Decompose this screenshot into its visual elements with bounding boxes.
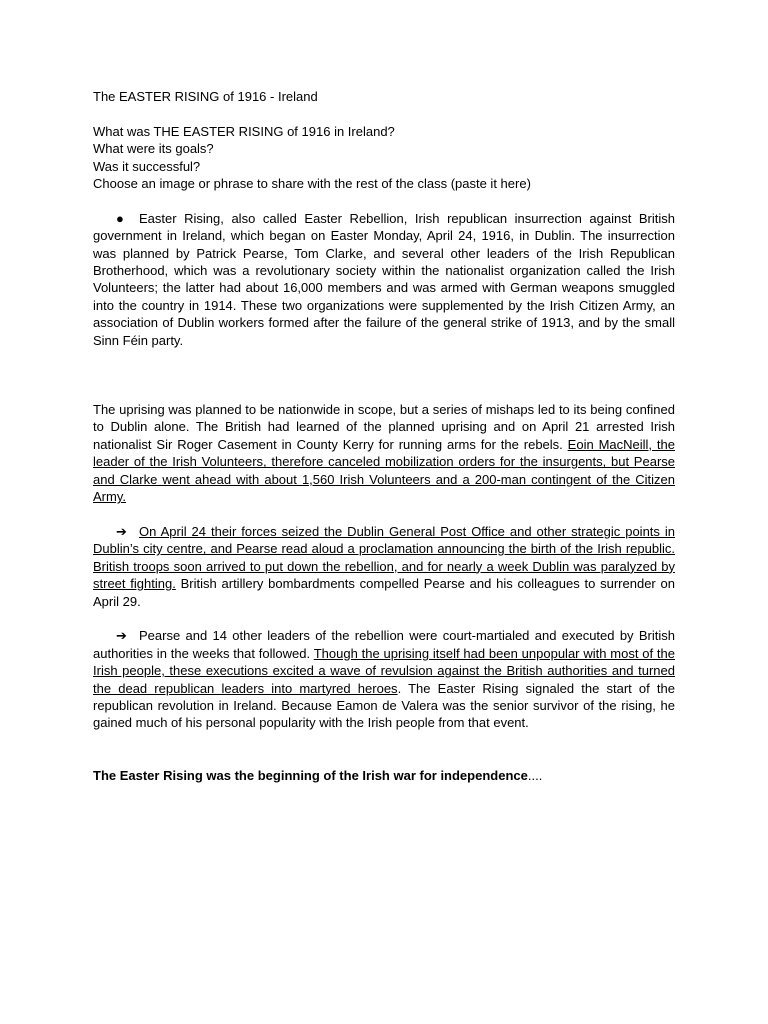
paragraph-4	[93, 627, 675, 731]
paragraph-2-underlined: Eoin MacNeill, the leader of the Irish Volunteers, therefore canceled mobilization orders for the insurgents, but Pearse and Clarke went ahead with about 1,560 Irish Volunteers and a 200-man contingent of the Citizen Army.	[93, 436, 675, 505]
conclusion	[93, 767, 675, 784]
paragraph-3	[93, 523, 675, 610]
paragraph-1-text: Easter Rising, also called Easter Rebellion, Irish republican insurrection against British government in Ireland, which began on Easter Monday, April 24, 1916, in Dublin. The insurrection was planned by Patrick Pearse, Tom Clarke, and several other leaders of the Irish Republican Brotherhood, which was a revolutionary society within the nationalist organization called the Irish Volunteers; the latter had about 16,000 members and was armed with German weapons smuggled into the country in 1914. These two organizations were supplemented by the Irish Citizen Army, an association of Dublin workers formed after the failure of the general strike of 1913, and by the small Sinn Féin party.	[93, 210, 675, 348]
paragraph-3-text: British artillery bombardments compelled Pearse and his colleagues to surrender on April 29.	[93, 576, 675, 609]
paragraph-4-underlined: Though the uprising itself had been unpopular with most of the Irish people, these executions excited a wave of revulsion against the British authorities and turned the dead republican leaders into martyred heroes	[93, 645, 675, 696]
paragraph-4-text-a: Pearse and 14 other leaders of the rebellion were court-martialed and executed by British authorities in the weeks that followed.	[93, 628, 675, 661]
paragraph-2-text: The uprising was planned to be nationwide in scope, but a series of mishaps led to its being confined to Dublin alone. The British had learned of the planned uprising and on April 21 arrested Irish nationalist Sir Roger Casement in County Kerry for running arms for the rebels.	[93, 402, 675, 452]
document-page	[93, 88, 675, 784]
question-3: Was it successful?	[93, 158, 201, 174]
arrow-bullet-icon: ➔	[116, 523, 127, 539]
paragraph-2	[93, 401, 675, 505]
paragraph-4-text-b: . The Easter Rising signaled the start of the republican revolution in Ireland. Because Eamon de Valera was the senior survivor of the rising, he gained much of his personal popularity with the Irish people from that event.	[93, 680, 675, 731]
conclusion-tail: ....	[527, 767, 543, 783]
arrow-bullet-icon: ➔	[116, 628, 127, 644]
question-2: What were its goals?	[93, 141, 214, 157]
bullet-dot-icon: ●	[116, 210, 124, 226]
paragraph-1	[93, 210, 675, 349]
document-title: The EASTER RISING of 1916 - Ireland	[93, 89, 318, 104]
question-1: What was THE EASTER RISING of 1916 in Ireland?	[93, 123, 395, 139]
paragraph-3-underlined: On April 24 their forces seized the Dublin General Post Office and other strategic points in Dublin’s city centre, and Pearse read aloud a proclamation announcing the birth of the Irish republic. British troops soon arrived to put down the rebellion, and for nearly a week Dublin was paralyzed by street fighting.	[93, 523, 675, 592]
conclusion-bold: The Easter Rising was the beginning of the Irish war for independence	[93, 767, 528, 783]
question-4: Choose an image or phrase to share with the rest of the class (paste it here)	[93, 176, 531, 192]
